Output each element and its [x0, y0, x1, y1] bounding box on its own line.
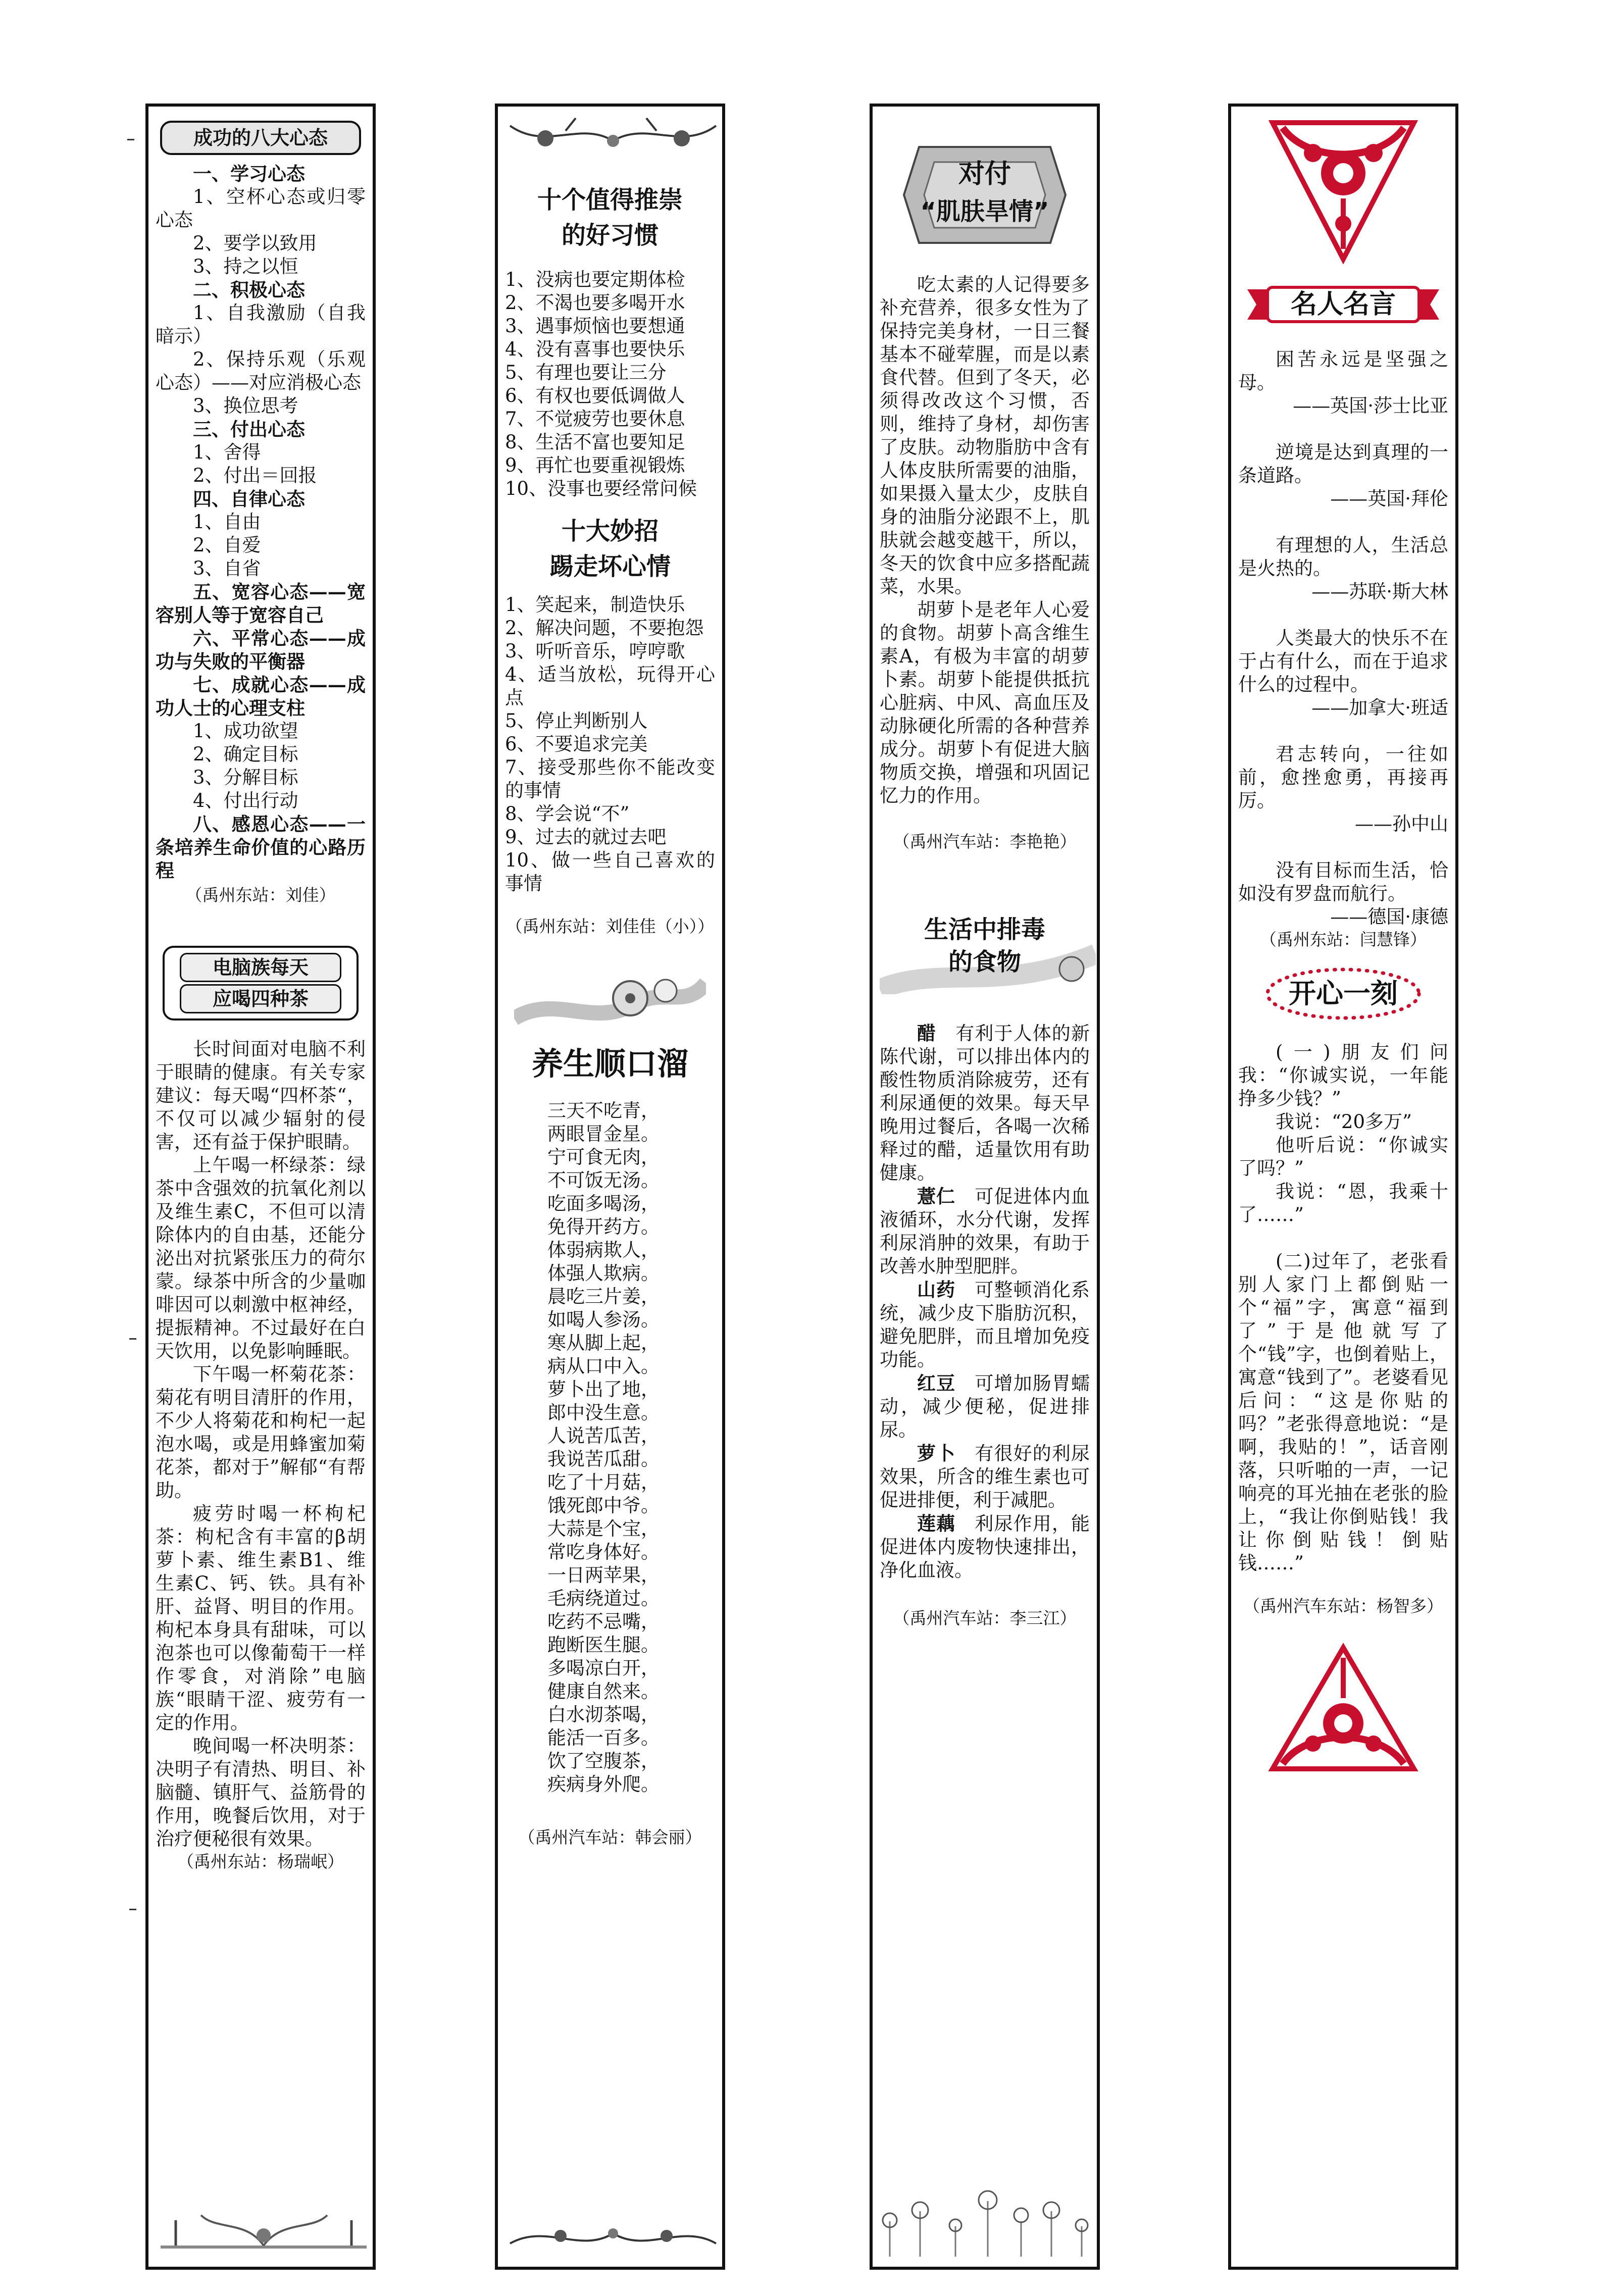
mood-title-line2: 踢走坏心情 [549, 552, 671, 581]
detox-food-item [880, 1022, 1090, 1185]
food-text: 有很好的利尿效果，所含的维生素也可促进排便，利于减肥。 [880, 1443, 1090, 1511]
mindset-heading: 七、成就心态——成功人士的心理支柱 [156, 674, 366, 719]
mindset-heading: 八、感恩心态——一条培养生命价值的心路历程 [156, 813, 366, 882]
mindset-heading: 五、宽容心态——宽容别人等于宽容自己 [156, 581, 366, 626]
detox-food-item [880, 1371, 1090, 1442]
habits-title-line1: 十个值得推崇 [537, 186, 683, 214]
poem-line: 毛病绕道过。 [547, 1588, 660, 1609]
mindset-item: 2、付出＝回报 [193, 465, 317, 486]
mood-tip-item: 1、笑起来，制造快乐 [505, 594, 685, 616]
quote-author: ——英国·莎士比亚 [1293, 395, 1448, 417]
tea-cassia: 晚间喝一杯决明茶：决明子有清热、明目、补脑髓、镇肝气、益筋骨的作用，晚餐后饮用，对于治疗便秘很有效果。 [156, 1735, 366, 1850]
mindset-heading: 三、付出心态 [193, 418, 305, 440]
poem-line: 常吃身体好。 [547, 1541, 660, 1563]
poem-line: 大蒜是个宝， [547, 1518, 660, 1540]
poem-line: 疾病身外爬。 [547, 1773, 660, 1795]
quote-text: 人类最大的快乐不在于占有什么，而在于追求什么的过程中。 [1238, 627, 1448, 695]
food-text: 可促进体内血液循环，水分代谢，发挥利尿消肿的效果，有助于改善水肿型肥胖。 [880, 1186, 1090, 1277]
column-good-habits [495, 104, 725, 2270]
mindset-item: 3、持之以恒 [193, 256, 298, 277]
red-ornament-bottom [1262, 1643, 1424, 1779]
joke-title-box [1262, 966, 1424, 1022]
joke-one [1238, 1041, 1448, 1227]
signature: （禹州汽车东站：杨智多） [1243, 1596, 1443, 1616]
quote-text: 困苦永远是坚强之母。 [1238, 348, 1448, 393]
mood-tip-item: 5、停止判断别人 [505, 710, 648, 732]
detox-title [880, 893, 1090, 994]
column-quotes-jokes [1228, 104, 1458, 2270]
quote-text: 逆境是达到真理的一条道路。 [1238, 441, 1448, 486]
column-skin-care [870, 104, 1100, 2270]
floral-ornament [156, 2210, 372, 2261]
skin-title-line1: 对付 [958, 159, 1011, 189]
mood-tip-item: 4、适当放松，玩得开心点 [505, 664, 715, 708]
poem-line: 一日两苹果， [547, 1564, 660, 1586]
skin-title-badge [899, 137, 1071, 253]
quote-author: ——孙中山 [1355, 813, 1448, 835]
vine-ornament [505, 111, 721, 171]
mindset-item: 3、自省 [193, 557, 261, 579]
habit-item: 2、不渴也要多喝开水 [505, 292, 685, 314]
poem-line: 免得开药方。 [547, 1216, 660, 1238]
habit-item: 1、没病也要定期体检 [505, 269, 685, 290]
detox-food-item [880, 1185, 1090, 1278]
mindset-item: 2、保持乐观（乐观心态）——对应消极心态 [156, 348, 366, 393]
signature: （禹州东站：刘佳佳（小）） [505, 916, 715, 936]
tea-title-line1: 电脑族每天 [180, 953, 341, 982]
detox-title-line1: 生活中排毒 [924, 915, 1045, 944]
food-name: 萝卜 [917, 1442, 956, 1464]
mindset-item: 1、自由 [193, 511, 261, 533]
famous-quotes-list [1238, 348, 1448, 929]
margin-mark [129, 1909, 136, 1910]
mood-tip-item: 10、做一些自己喜欢的事情 [505, 849, 715, 894]
mindset-item: 3、换位思考 [193, 395, 298, 417]
joke-two: (二)过年了，老张看别人家门上都倒贴一个“福”字，寓意“福到了”于是他就写了个“钱”字，也倒着贴上，寓意“钱到了”。老婆看见后问：“这是你贴的吗？”老张得意地说：“是啊，我贴的！”，话音刚落，只听啪的一声，一记响亮的耳光抽在老张的脸上，“我让你倒贴钱！我让你倒贴钱！倒贴钱……” [1238, 1250, 1448, 1574]
poem-line: 多喝凉白开， [547, 1657, 660, 1679]
poem-line: 两眼冒金星。 [547, 1123, 660, 1145]
food-text: 可整顿消化系统，减少皮下脂肪沉积，避免肥胖，而且增加免疫功能。 [880, 1279, 1090, 1370]
habit-item: 10、没事也要经常问候 [505, 478, 697, 499]
poem-line: 我说苦瓜甜。 [547, 1448, 660, 1470]
star-badge-icon [899, 137, 1071, 253]
joke-line: 他听后说：“你诚实了吗？” [1238, 1134, 1448, 1179]
poem-line: 如喝人参汤。 [547, 1309, 660, 1331]
habits-title [505, 182, 715, 253]
quote-author: ——德国·康德 [1330, 906, 1448, 928]
detox-food-item [880, 1442, 1090, 1512]
habits-title-line2: 的好习惯 [561, 221, 658, 249]
mood-title [505, 514, 715, 584]
poem-line: 健康自然来。 [547, 1680, 660, 1702]
poem-line: 体弱病欺人， [547, 1239, 660, 1261]
mood-tips-list [505, 593, 715, 895]
poem-line: 郎中没生意。 [547, 1402, 660, 1423]
habit-item: 3、遇事烦恼也要想通 [505, 315, 685, 337]
tea-chrysanthemum: 下午喝一杯菊花茶：菊花有明目清肝的作用，不少人将菊花和枸杞一起泡水喝，或是用蜂蜜加菊花茶，都对于”解郁“有帮助。 [156, 1363, 366, 1501]
poem-line: 三天不吃青， [547, 1100, 660, 1121]
flower-ornament [514, 963, 706, 1029]
detox-food-list [880, 1022, 1090, 1582]
habits-list [505, 268, 715, 500]
habit-item: 9、再忙也要重视锻炼 [505, 454, 685, 476]
mindset-item: 4、付出行动 [193, 790, 298, 811]
mindset-item: 2、自爱 [193, 534, 261, 556]
mood-tip-item: 7、接受那些你不能改变的事情 [505, 756, 715, 801]
food-text: 利尿作用，能促进体内废物快速排出，净化血液。 [880, 1513, 1090, 1581]
tea-title-line2: 应喝四种茶 [180, 984, 341, 1013]
mindset-list [156, 162, 366, 882]
food-name: 醋 [917, 1022, 937, 1044]
poem-line: 萝卜出了地， [547, 1379, 660, 1400]
food-name: 莲藕 [917, 1512, 956, 1535]
detox-food-item [880, 1278, 1090, 1371]
mood-tip-item: 9、过去的就过去吧 [505, 826, 667, 848]
quote-author: ——苏联·斯大林 [1311, 581, 1448, 602]
signature: （禹州东站：闫慧锋） [1260, 930, 1427, 949]
mindset-heading: 四、自律心态 [193, 488, 305, 510]
famous-quotes-title: 名人名言 [1290, 289, 1396, 320]
vine-ornament-bottom [505, 2213, 721, 2264]
poem-line: 宁可食无肉， [547, 1146, 660, 1168]
mindset-item: 2、确定目标 [193, 743, 298, 765]
quote-text: 有理想的人，生活总是火热的。 [1238, 534, 1448, 579]
habit-item: 8、生活不富也要知足 [505, 431, 685, 453]
detox-food-item [880, 1512, 1090, 1582]
quote-text: 君志转向，一往如前，愈挫愈勇，再接再厉。 [1238, 743, 1448, 811]
mindset-item: 3、分解目标 [193, 767, 298, 788]
mood-tip-item: 3、听听音乐，哼哼歌 [505, 640, 685, 662]
red-ornament-top [1262, 113, 1424, 264]
skin-paragraph: 吃太素的人记得要多补充营养，很多女性为了保持完美身材，一日三餐基本不碰荤腥，而是以素食代替。但到了冬天，必须得改改这个习惯，否则，维持了身材，却伤害了皮肤。动物脂肪中含有人体皮肤所需要的油脂，如果摄入量太少，皮肤自身的油脂分泌跟不上，肌肤就会越变越干，所以，冬天的饮食中应多搭配蔬菜，水果。 [880, 274, 1090, 597]
signature: （禹州东站：杨瑞岷） [177, 1852, 344, 1871]
mindset-item: 1、空杯心态或归零心态 [156, 186, 366, 231]
poem-line: 白水沏茶喝， [547, 1704, 660, 1725]
tea-wolfberry: 疲劳时喝一杯枸杞茶：枸杞含有丰富的β胡萝卜素、维生素B1、维生素C、钙、铁。具有补肝、益肾、明目的作用。枸杞本身具有甜味，可以泡茶也可以像葡萄干一样作零食，对消除”电脑族“眼睛干涩、疲劳有一定的作用。 [156, 1503, 366, 1733]
habit-item: 4、没有喜事也要快乐 [505, 338, 685, 360]
margin-mark [127, 139, 134, 140]
food-name: 红豆 [917, 1372, 956, 1394]
health-rhyme-title: 养生顺口溜 [531, 1045, 688, 1082]
success-mindset-title: 成功的八大心态 [160, 121, 361, 155]
signature: （禹州汽车站：李艳艳） [893, 832, 1077, 851]
flower-row-ornament [880, 2181, 1096, 2262]
poem-line: 跑断医生腿。 [547, 1634, 660, 1656]
poem-line: 能活一百多。 [547, 1727, 660, 1749]
poem-line: 体强人欺病。 [547, 1262, 660, 1284]
signature: （禹州东站：刘佳） [185, 885, 336, 905]
mood-tip-item: 6、不要追求完美 [505, 733, 648, 755]
skin-title-line2: “肌肤旱情” [920, 197, 1049, 226]
poem-line: 吃药不忌嘴， [547, 1611, 660, 1632]
poem-line: 饮了空腹茶， [547, 1750, 660, 1772]
quote-text: 没有目标而生活，恰如没有罗盘而航行。 [1238, 859, 1448, 904]
quote-author: ——英国·拜伦 [1330, 488, 1448, 509]
food-name: 山药 [917, 1279, 956, 1301]
health-rhyme-poem [505, 1099, 715, 1796]
tea-title [163, 946, 359, 1021]
poem-line: 饿死郎中爷。 [547, 1495, 660, 1516]
mood-tip-item: 2、解决问题，不要抱怨 [505, 617, 704, 639]
habit-item: 7、不觉疲劳也要休息 [505, 408, 685, 430]
column-success-mindset [145, 104, 376, 2270]
mindset-item: 1、自我激励（自我暗示） [156, 302, 366, 347]
margin-mark [129, 1338, 136, 1340]
mindset-item: 2、要学以致用 [193, 232, 317, 254]
food-text: 有利于人体的新陈代谢，可以排出体内的酸性物质消除疲劳，还有利尿通便的效果。每天早晚用过餐后，各喝一次稀释过的醋，适量饮用有助健康。 [880, 1023, 1090, 1184]
carrot-paragraph: 胡萝卜是老年人心爱的食物。胡萝卜高含维生素A，有极为丰富的胡萝卜素。胡萝卜能提供抵抗心脏病、中风、高血压及动脉硬化所需的各种营养成分。胡萝卜有促进大脑物质交换，增强和巩固记忆力的作用。 [880, 599, 1090, 806]
mood-tip-item: 8、学会说“不” [505, 803, 630, 825]
tea-green: 上午喝一杯绿茶：绿茶中含强效的抗氧化剂以及维生素C，不但可以清除体内的自由基，还能分泌出对抗紧张压力的荷尔蒙。绿茶中所含的少量咖啡因可以刺激中枢神经，提振精神。不过最好在白天饮用，以免影响睡眠。 [156, 1154, 366, 1362]
joke-line: 我说：“恩，我乘十了……” [1238, 1181, 1448, 1226]
poem-line: 人说苦瓜苦， [547, 1425, 660, 1447]
mood-title-line1: 十大妙招 [561, 517, 658, 545]
mindset-heading: 一、学习心态 [193, 163, 305, 185]
poem-line: 吃了十月菇， [547, 1471, 660, 1493]
poem-line: 寒从脚上起， [547, 1332, 660, 1354]
poem-line: 吃面多喝汤， [547, 1193, 660, 1214]
poem-line: 不可饭无汤。 [547, 1169, 660, 1191]
signature: （禹州汽车站：李三江） [893, 1608, 1077, 1628]
mindset-heading: 二、积极心态 [193, 279, 305, 301]
tea-intro: 长时间面对电脑不利于眼睛的健康。有关专家建议：每天喝“四杯茶“，不仅可以减少辐射的侵害，还有益于保护眼睛。 [156, 1038, 366, 1153]
poem-line: 晨吃三片姜， [547, 1286, 660, 1307]
mindset-heading: 六、平常心态——成功与失败的平衡器 [156, 627, 366, 673]
food-text: 可增加肠胃蠕动，减少便秘，促进排尿。 [880, 1372, 1090, 1441]
quote-author: ——加拿大·班适 [1311, 697, 1448, 719]
poem-line: 病从口中入。 [547, 1355, 660, 1377]
joke-line: 我说：“20多万” [1276, 1111, 1412, 1133]
famous-quotes-title-box [1247, 284, 1439, 325]
joke-title: 开心一刻 [1289, 978, 1398, 1009]
habit-item: 6、有权也要低调做人 [505, 385, 685, 406]
signature: （禹州汽车站：韩会丽） [518, 1827, 702, 1847]
food-name: 薏仁 [917, 1185, 956, 1207]
detox-title-line2: 的食物 [948, 948, 1021, 976]
mindset-item: 1、成功欲望 [193, 720, 298, 742]
mindset-item: 1、舍得 [193, 441, 261, 463]
joke-line: (一)朋友们问我：“你诚实说，一年能挣多少钱？” [1238, 1041, 1448, 1109]
habit-item: 5、有理也要让三分 [505, 362, 667, 383]
